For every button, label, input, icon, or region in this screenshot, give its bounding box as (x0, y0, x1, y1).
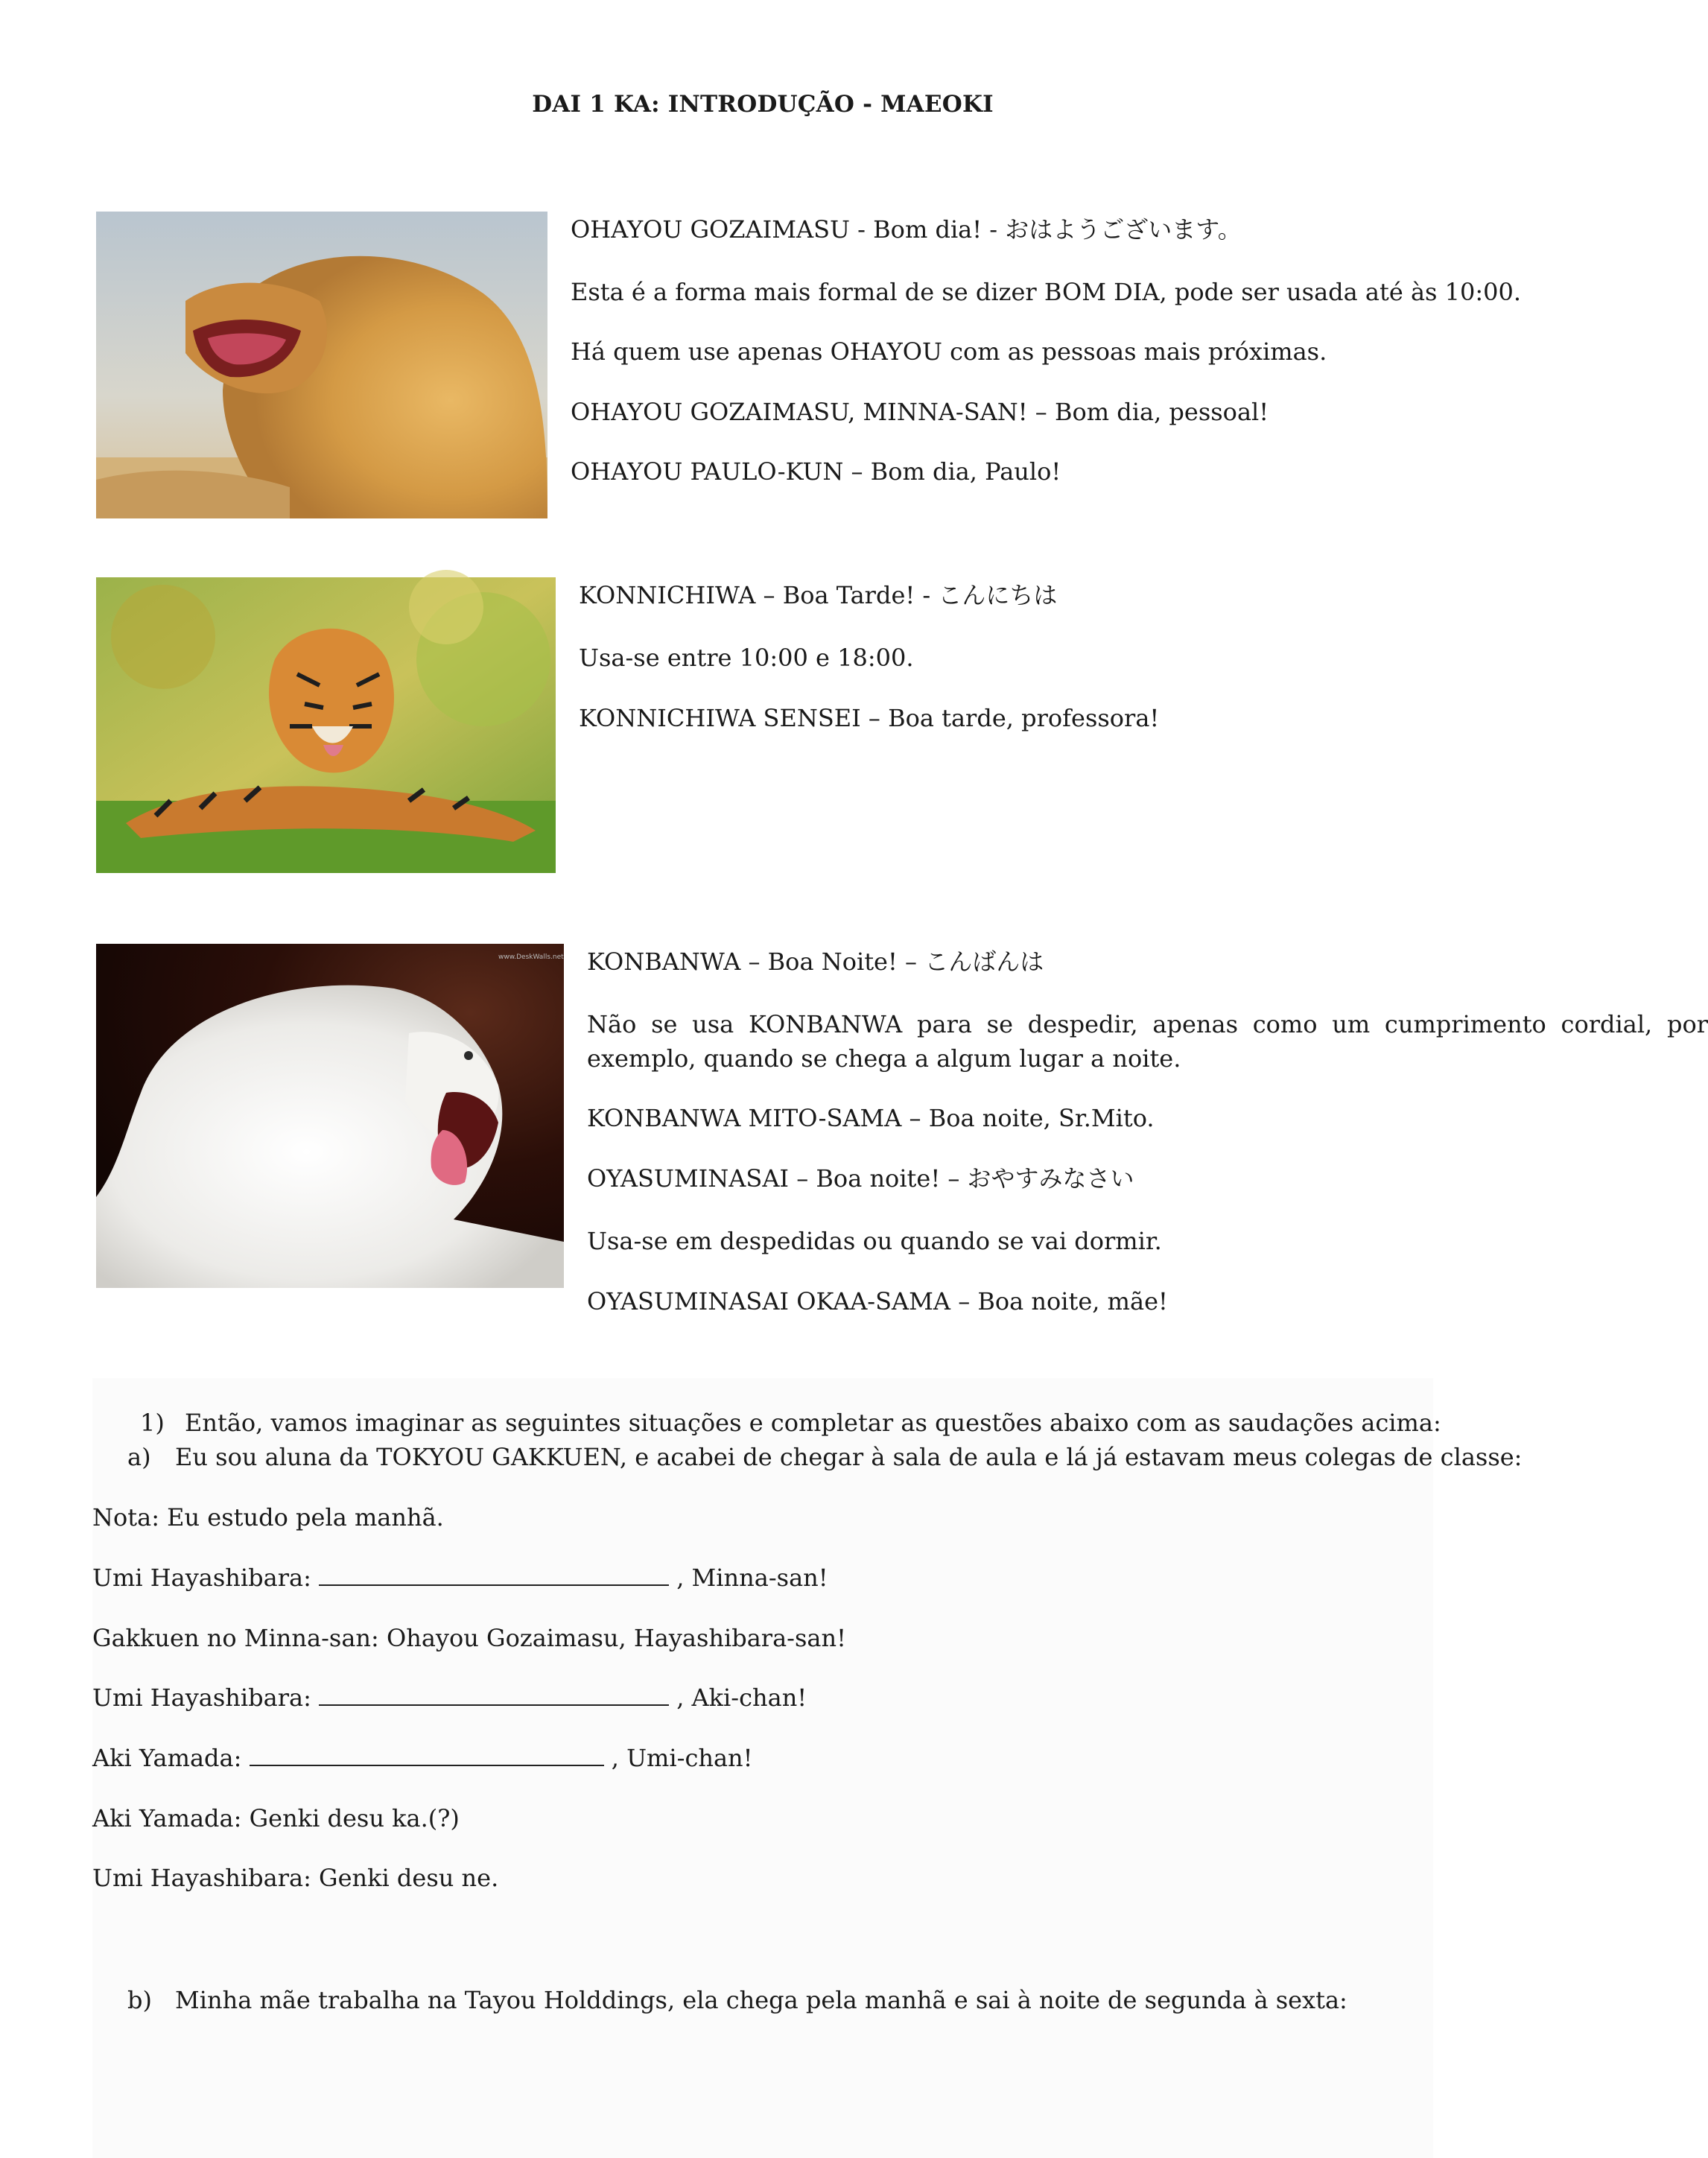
night-line-1: Usa-se em despedidas ou quando se vai dormir. (587, 1227, 1162, 1255)
answer-blank-3[interactable] (250, 1742, 604, 1766)
evening-line-1: Não se usa KONBANWA para se despedir, apenas como um cumprimento cordial, por exemplo, quando se chega a algum lugar a noite. (587, 1010, 1708, 1073)
note-text: Nota: Eu estudo pela manhã. (92, 1503, 444, 1532)
dialogue-line-3 (92, 1681, 807, 1715)
dialogue-line-5: Aki Yamada: Genki desu ka.(?) (92, 1804, 460, 1832)
night-example-1: OYASUMINASAI OKAA-SAMA – Boa noite, mãe! (587, 1287, 1168, 1316)
afternoon-heading: KONNICHIWA – Boa Tarde! - こんにちは (579, 581, 1058, 609)
morning-example-2: OHAYOU PAULO-KUN – Bom dia, Paulo! (571, 457, 1061, 486)
page-title: DAI 1 KA: INTRODUÇÃO - MAEOKI (532, 91, 994, 118)
morning-heading: OHAYOU GOZAIMASU - Bom dia! - おはようございます。 (571, 215, 1242, 244)
evening-heading: KONBANWA – Boa Noite! – こんばんは (587, 948, 1044, 976)
question-1-text: Então, vamos imaginar as seguintes situações e completar as questões abaixo com as saudações acima: (185, 1409, 1441, 1437)
evening-example-1: KONBANWA MITO-SAMA – Boa noite, Sr.Mito. (587, 1104, 1155, 1132)
question-1-number: 1) (140, 1409, 165, 1437)
dialogue-speaker: Umi Hayashibara: (92, 1683, 311, 1712)
dialogue-suffix: , Umi-chan! (603, 1744, 753, 1772)
dialogue-suffix: , Aki-chan! (669, 1683, 807, 1712)
dialogue-speaker: Umi Hayashibara: (92, 1564, 311, 1592)
dialogue-line-2: Gakkuen no Minna-san: Ohayou Gozaimasu, Hayashibara-san! (92, 1624, 846, 1652)
answer-blank-1[interactable] (319, 1562, 669, 1586)
morning-example-1: OHAYOU GOZAIMASU, MINNA-SAN! – Bom dia, pessoal! (571, 398, 1269, 426)
dialogue-line-6: Umi Hayashibara: Genki desu ne. (92, 1864, 499, 1892)
afternoon-line-1: Usa-se entre 10:00 e 18:00. (579, 644, 914, 672)
morning-line-2: Há quem use apenas OHAYOU com as pessoas mais próximas. (571, 337, 1327, 366)
morning-line-1: Esta é a forma mais formal de se dizer BOM DIA, pode ser usada até às 10:00. (571, 278, 1521, 306)
lion-photo (96, 212, 547, 518)
afternoon-example-1: KONNICHIWA SENSEI – Boa tarde, professora! (579, 704, 1160, 732)
question-a-letter: a) (127, 1443, 151, 1471)
dialogue-line-4 (92, 1741, 753, 1775)
question-a-text: Eu sou aluna da TOKYOU GAKKUEN, e acabei de chegar à sala de aula e lá já estavam meus colegas de classe: (175, 1443, 1523, 1471)
white-lion-photo (96, 944, 564, 1288)
tiger-photo (96, 577, 556, 873)
dialogue-suffix: , Minna-san! (669, 1564, 828, 1592)
dialogue-speaker: Aki Yamada: (92, 1744, 242, 1772)
night-heading: OYASUMINASAI – Boa noite! – おやすみなさい (587, 1164, 1134, 1193)
answer-blank-2[interactable] (319, 1682, 669, 1706)
question-b-letter: b) (127, 1986, 152, 2014)
svg-text:www.DeskWalls.net: www.DeskWalls.net (498, 953, 564, 961)
question-b-text: Minha mãe trabalha na Tayou Holddings, ela chega pela manhã e sai à noite de segunda à sexta: (175, 1986, 1347, 2014)
dialogue-line-1 (92, 1561, 828, 1595)
